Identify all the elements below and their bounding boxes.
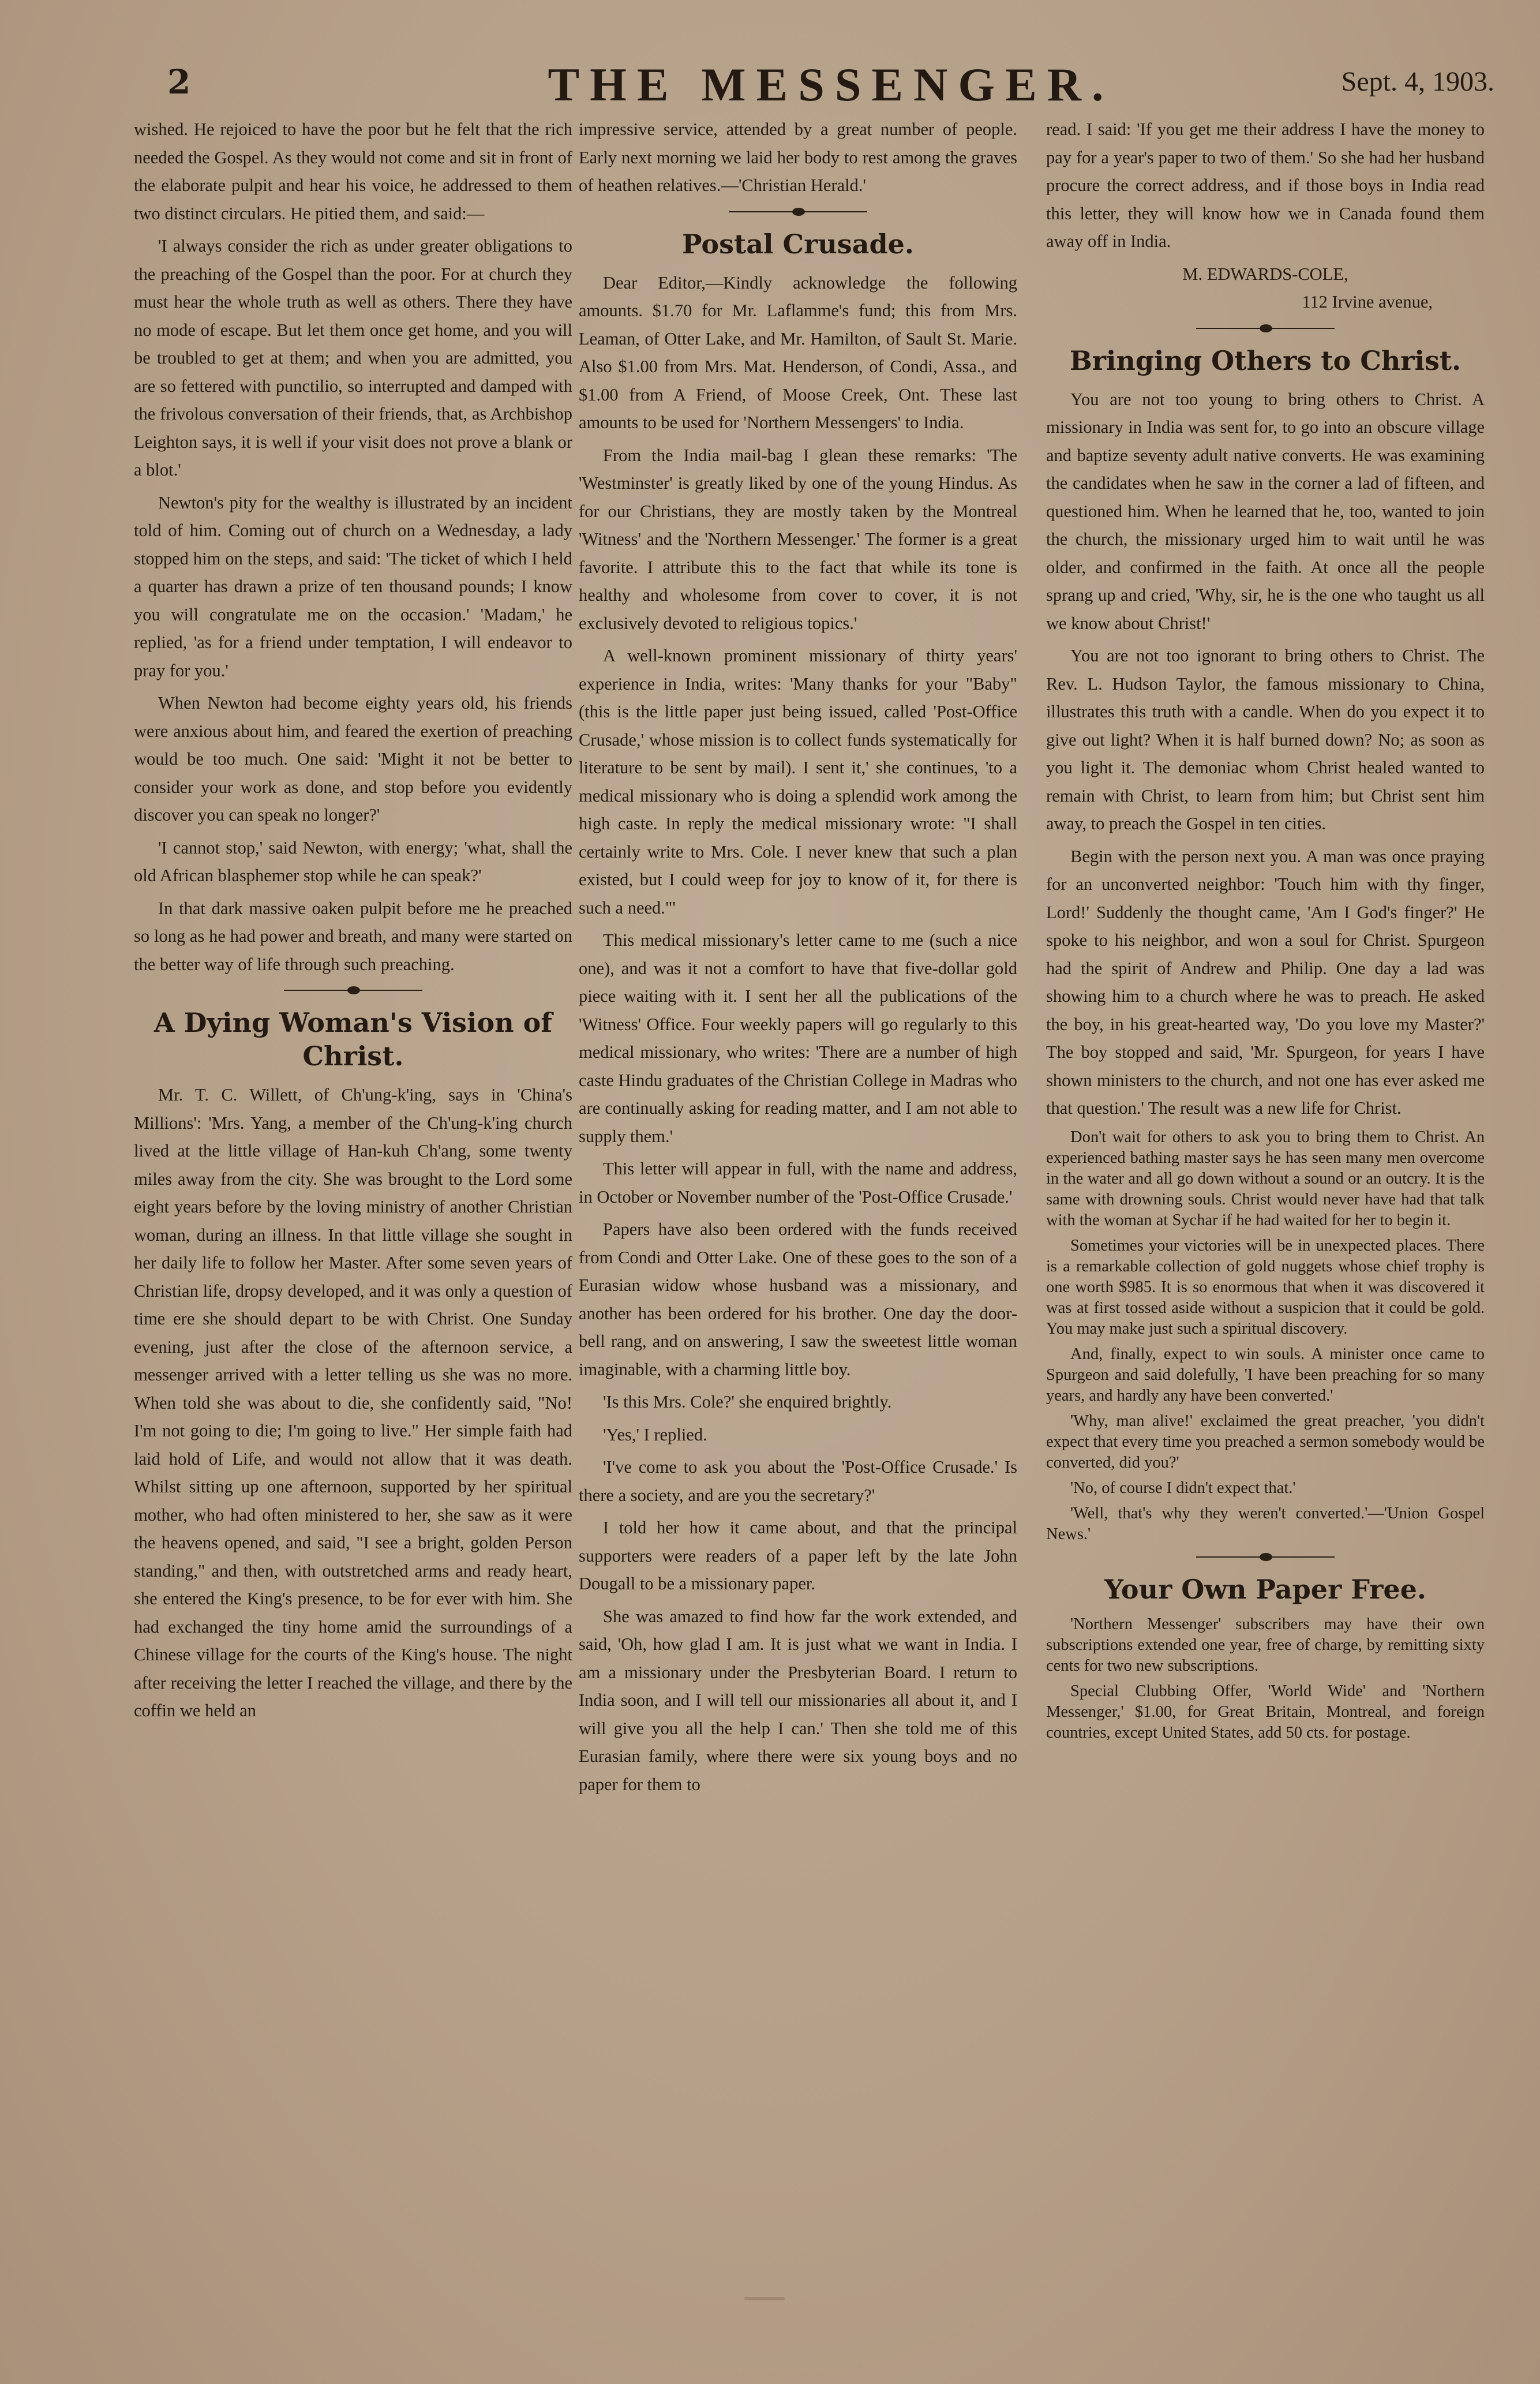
paragraph: When Newton had become eighty years old, his friends were anxious about him, and feared the exertion of preaching would be too much. One said: 'Might it not be better to consider your work as done, and stop before you evidently discover you can speak no longer?' [134, 693, 572, 825]
paragraph: A well-known prominent missionary of thirty years' experience in India, writes: 'Many thanks for your "Baby" (this is the little paper just being issued, called 'Post-Office Crusade,' whose mission is to collect funds systematically for literature to be sent by mail). I sent it,' she continues, 'to a medical missionary who is doing a splendid work among the high caste. In reply the medical missionary wrote: "I shall certainly write to Mrs. Cole. I never knew that such a plan existed, but I could weep for joy to know of it, for there is such a need."' [579, 646, 1017, 918]
small-print-block [1046, 1614, 1485, 1743]
paragraph: Don't wait for others to ask you to bring them to Christ. An experienced bathing master says he has seen many men overcome in the water and all go down without a sound or an outcry. It is the same with drowning souls. Christ would never have had that talk with the woman at Sychar if he had waited for her to begin it. [1046, 1128, 1485, 1229]
paragraph: You are not too ignorant to bring others to Christ. The Rev. L. Hudson Taylor, the famous missionary to China, illustrates this truth with a candle. When do you expect it to give out light? When it is half burned down? No; as soon as you light it. The demoniac whom Christ healed wanted to remain with Christ, to learn from him; but Christ sent him away, to preach the Gospel in ten cities. [1046, 646, 1485, 833]
paragraph: And, finally, expect to win souls. A minister once came to Spurgeon and said dolefully, 'I have been preaching for so many years, and hardly any have been converted.' [1046, 1345, 1485, 1405]
paragraph: Mr. T. C. Willett, of Ch'ung-k'ing, says in 'China's Millions': 'Mrs. Yang, a member of the Ch'ung-k'ing church lived at the little village of Han-kuh Ch'ang, some twenty miles away from the city. She was brought to the Lord some eight years before by the loving ministry of another Christian woman, during an illness. In that little village she sought in her daily life to follow her Master. After some seven years of Christian life, dropsy developed, and it was only a question of time ere she should depart to be with Christ. One Sunday evening, just after the close of the afternoon service, a messenger arrived with a letter telling us she was no more. When told she was about to die, she confidently said, "No! I'm not going to die; I'm going to live." Her simple faith had laid hold of Life, and would not allow that it was death. Whilst sitting up one afternoon, supported by her spiritual mother, who had often ministered to her, she saw as it were the heavens opened, and said, "I see a bright, golden Person standing," and then, with outstretched arms and ready heart, she entered the King's presence, to be for ever with him. She had exchanged the tiny home amid the surroundings of a Chinese village for the courts of the King's house. The night after receiving the letter I reached the village, and there by the coffin we held an [134, 1085, 572, 1720]
paragraph: 'Yes,' I replied. [603, 1424, 707, 1444]
paragraph: Begin with the person next you. A man was once praying for an unconverted neighbor: 'Touch him with thy finger, Lord!' Suddenly the thought came, 'Am I God's finger?' He spoke to his neighbor, and won a soul for Christ. Spurgeon had the spirit of Andrew and Philip. One day a lad was showing him to a church where he was to preach. He asked the boy, in his great-hearted way, 'Do you love my Master?' The boy stopped and said, 'Mr. Spurgeon, for years I have shown ministers to the church, and not one has ever asked me that question.' The result was a new life for Christ. [1046, 846, 1485, 1118]
paragraph: 'No, of course I didn't expect that.' [1070, 1479, 1296, 1497]
paragraph: 'Why, man alive!' exclaimed the great preacher, 'you didn't expect that every time you preached a sermon somebody would be converted, did you?' [1046, 1412, 1485, 1472]
paragraph: 'Is this Mrs. Cole?' she enquired brightly. [603, 1392, 892, 1412]
paragraph: 'Northern Messenger' subscribers may have their own subscriptions extended one year, free of charge, by remitting sixty cents for two new subscriptions. [1046, 1615, 1485, 1675]
paragraph: From the India mail-bag I glean these remarks: 'The 'Westminster' is greatly liked by one of the young Hindus. As for our Christians, they are mostly taken by the Montreal 'Witness' and the 'Northern Messenger.' The former is a great favorite. I attribute this to the fact that while its tone is healthy and wholesome from cover to cover, it is not exclusively devoted to religious topics.' [579, 445, 1017, 633]
paragraph: This medical missionary's letter came to me (such a nice one), and was it not a comfort to have that five-dollar gold piece waiting with it. I sent her all the publications of the 'Witness' Office. Four weekly papers will go regularly to this medical missionary, who writes: 'There are a number of high caste Hindu graduates of the Christian College in Madras who are continually asking for reading matter, and I am not able to supply them.' [579, 930, 1017, 1146]
paragraph: 'Well, that's why they weren't converted.'—'Union Gospel News.' [1046, 1504, 1485, 1543]
paragraph: Papers have also been ordered with the funds received from Condi and Otter Lake. One of these goes to the son of a Eurasian widow whose husband was a missionary, and another has been ordered for his brother. One day the door-bell rang, and on answering, I saw the sweetest little woman imaginable, with a charming little boy. [579, 1219, 1017, 1379]
paragraph: She was amazed to find how far the work extended, and said, 'Oh, how glad I am. It is just what we want in India. I am a missionary under the Presbyterian Board. I return to India soon, and I will tell our missionaries all about it, and I will give you all the help I can.' Then she told me of this Eurasian family, where there were six young boys and no paper for them to [579, 1606, 1017, 1794]
paragraph: impressive service, attended by a great number of people. Early next morning we laid her body to rest among the graves of heathen relatives.—'Christian Herald.' [579, 119, 1017, 195]
section-divider [1196, 1551, 1335, 1563]
paragraph: 'I cannot stop,' said Newton, with energy; 'what, shall the old African blasphemer stop while he can speak?' [134, 837, 572, 885]
paragraph: Special Clubbing Offer, 'World Wide' and 'Northern Messenger,' $1.00, for Great Britain, Montreal, and foreign countries, except United States, add 50 cts. for postage. [1046, 1682, 1485, 1742]
paragraph: I told her how it came about, and that the principal supporters were readers of a paper left by the late John Dougall to be a missionary paper. [579, 1518, 1017, 1593]
paper-mark [744, 2297, 785, 2300]
section-divider [284, 984, 422, 997]
paragraph: wished. He rejoiced to have the poor but he felt that the rich needed the Gospel. As they would not come and sit in front of the elaborate pulpit and hear his voice, he addressed to them two distinct circulars. He pitied them, and said:— [134, 119, 572, 223]
issue-date: Sept. 4, 1903. [1341, 66, 1494, 97]
article-heading-own-paper-free: Your Own Paper Free. [1104, 1573, 1426, 1605]
article-heading-dying-woman: A Dying Woman's Vision of Christ. [153, 1007, 553, 1072]
section-divider [729, 205, 867, 218]
column-2 [579, 115, 1017, 1803]
paragraph: read. I said: 'If you get me their address I have the money to pay for a year's paper to two of them.' So she had her husband procure the correct address, and if those boys in India read this letter, they will know how we in Canada found them away off in India. [1046, 119, 1485, 251]
masthead [162, 55, 1500, 111]
section-divider [1196, 322, 1335, 335]
paragraph: This letter will appear in full, with the name and address, in October or November number of the 'Post-Office Crusade.' [579, 1159, 1017, 1207]
signature-address: 112 Irvine avenue, [1302, 292, 1433, 312]
paragraph: Newton's pity for the wealthy is illustrated by an incident told of him. Coming out of church on a Wednesday, a lady stopped him on the steps, and said: 'The ticket of which I held a quarter has drawn a prize of ten thousand pounds; I know you will congratulate me on the occasion.' 'Madam,' he replied, 'as for a friend under temptation, I will endeavor to pray for you.' [134, 492, 572, 680]
article-heading-postal-crusade: Postal Crusade. [682, 228, 914, 260]
small-print-block [1046, 1127, 1485, 1545]
paragraph: Dear Editor,—Kindly acknowledge the following amounts. $1.70 for Mr. Laflamme's fund; this from Mrs. Leaman, of Otter Lake, and Mr. Hamilton, of Sault St. Marie. Also $1.00 from Mrs. Mat. Henderson, of Condi, Assa., and $1.00 from A Friend, of Moose Creek, Ont. These last amounts to be used for 'Northern Messengers' to India. [579, 272, 1017, 432]
paragraph: You are not too young to bring others to Christ. A missionary in India was sent for, to go into an obscure village and baptize seventy adult native converts. He was examining the candidates when he saw in the corner a lad of fifteen, and questioned him. When he learned that he, too, wanted to join the church, the missionary urged him to wait until he was older, and confirmed in the faith. At once all the people sprang up and cried, 'Why, sir, he is the one who taught us all we know about Christ!' [1046, 389, 1485, 633]
column-1 [134, 115, 572, 1730]
article-heading-bringing-others: Bringing Others to Christ. [1069, 345, 1462, 376]
paragraph: Sometimes your victories will be in unexpected places. There is a remarkable collection of gold nuggets whose chief trophy is one worth $985. It is so enormous that when it was discovered it was at first tossed aside without a suspicion that it could be gold. You may make just such a spiritual discovery. [1046, 1236, 1485, 1338]
page-number: 2 [167, 62, 191, 102]
paragraph: 'I always consider the rich as under greater obligations to the preaching of the Gospel than the poor. For at church they must hear the whole truth as well as others. There they have no mode of escape. But let them once get home, and you will be troubled to get at them; and when you are admitted, you are so fettered with punctilio, so interrupted and damped with the frivolous conversation of their friends, that, as Archbishop Leighton says, it is well if your visit does not prove a blank or a blot.' [134, 236, 572, 480]
column-3 [1046, 115, 1485, 1748]
signature-name: M. EDWARDS-COLE, [1182, 264, 1348, 284]
paragraph: In that dark massive oaken pulpit before me he preached so long as he had power and breath, and many were started on the better way of life through such preaching. [134, 898, 572, 974]
newspaper-title: THE MESSENGER. [548, 58, 1114, 111]
paragraph: 'I've come to ask you about the 'Post-Office Crusade.' Is there a society, and are you the secretary?' [579, 1457, 1017, 1505]
